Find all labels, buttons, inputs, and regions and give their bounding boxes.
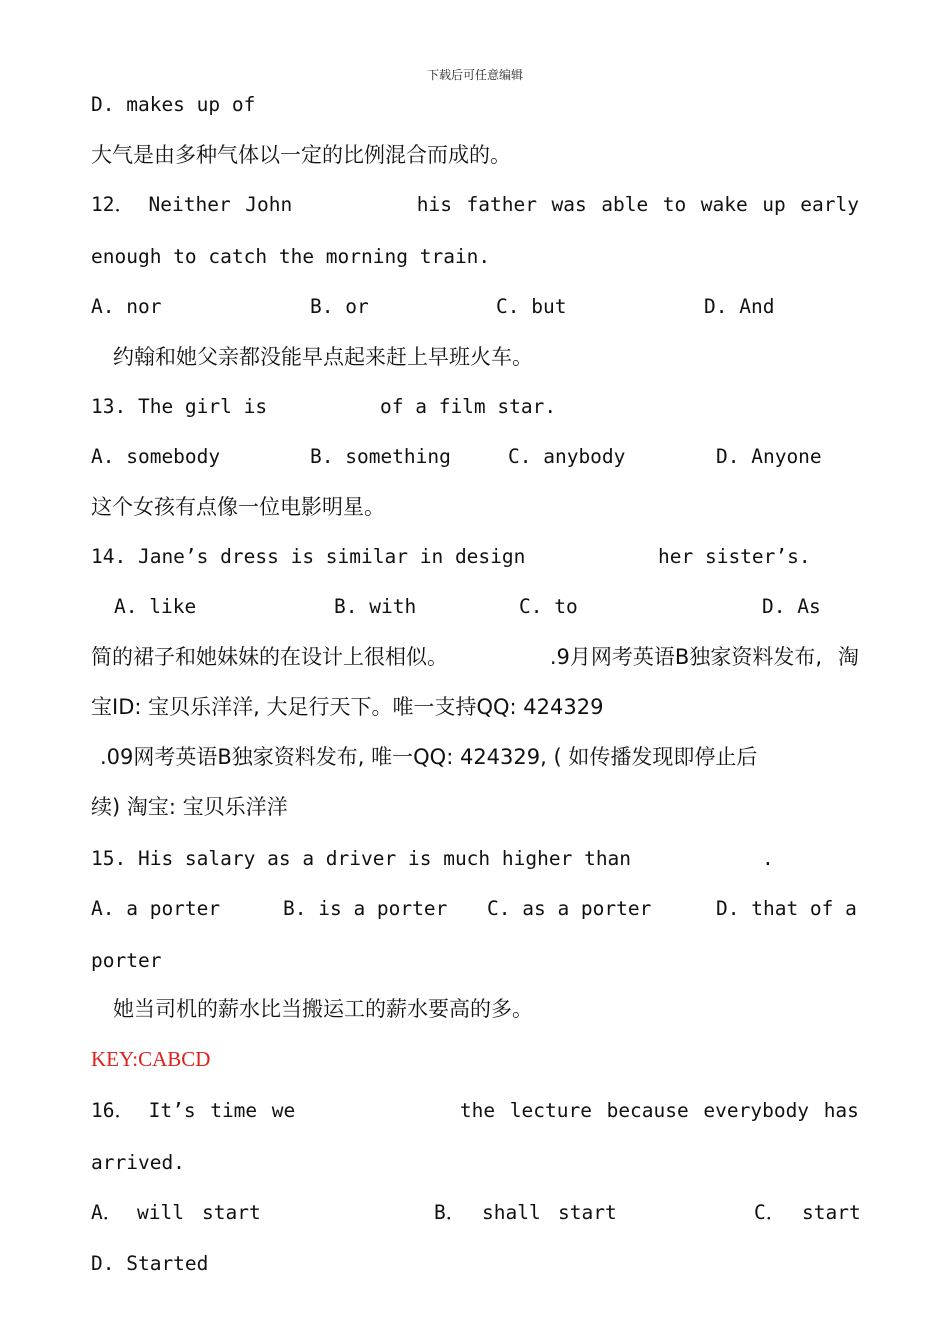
question-12-line-1 [91, 192, 859, 218]
text-span: 淘 [838, 645, 859, 669]
option-a: A. like [114, 595, 197, 618]
option-a: A. somebody [91, 445, 221, 468]
word: father [466, 193, 537, 216]
word: Neither [148, 193, 231, 216]
word: we [271, 1099, 296, 1122]
option-a-word: will [137, 1201, 184, 1224]
option-a: A. nor [91, 295, 162, 318]
word: because [606, 1099, 689, 1122]
word: time [210, 1099, 258, 1122]
word: John [245, 193, 293, 216]
question-14-part-1: 14. Jane’s dress is similar in design [91, 545, 526, 568]
option-a-word: start [202, 1201, 261, 1224]
option-d: D. that of a [716, 897, 857, 920]
word: to [662, 193, 687, 216]
option-d-line: D. makes up of [91, 93, 256, 116]
option-d: D. As [762, 595, 821, 618]
option-c-letter: C． [754, 1201, 786, 1224]
notice-line: .09网考英语B独家资料发布, 唯一QQ: 424329, ( 如传播发现即停止后 [100, 745, 758, 769]
text-span: 简的裙子和她妹妹的在设计上很相似。 [91, 645, 448, 669]
translation-line [91, 644, 859, 670]
option-c: C. anybody [508, 445, 626, 468]
question-15-part-1: 15. His salary as a driver is much higher than [91, 847, 632, 870]
question-12-line-2: enough to catch the morning train. [91, 245, 491, 268]
word: wake [700, 193, 748, 216]
option-b-word: shall [482, 1201, 541, 1224]
option-b: B. something [310, 445, 451, 468]
text-span: .9月网考英语B独家资料发布, [549, 645, 822, 669]
question-14-part-2: her sister’s. [658, 545, 811, 568]
option-b-letter: B． [434, 1201, 466, 1224]
translation-line: 约翰和她父亲都没能早点起来赶上早班火车。 [113, 345, 533, 369]
question-16-line-2: arrived. [91, 1151, 185, 1174]
word: lecture [509, 1099, 592, 1122]
word: everybody [703, 1099, 810, 1122]
word: 16． [91, 1099, 134, 1122]
word: able [601, 193, 649, 216]
option-c: C. as a porter [487, 897, 652, 920]
option-d-continued: porter [91, 949, 162, 972]
word: his [416, 193, 452, 216]
option-d: D. Started [91, 1252, 209, 1275]
word: the [459, 1099, 496, 1122]
word: early [800, 193, 859, 216]
option-b: B. with [334, 595, 417, 618]
question-16-line-1 [91, 1098, 859, 1124]
word: was [551, 193, 587, 216]
option-d: D. Anyone [716, 445, 822, 468]
question-13-part-2: of a film star. [380, 395, 557, 418]
question-13-part-1: 13. The girl is [91, 395, 268, 418]
notice-line: 续) 淘宝: 宝贝乐洋洋 [91, 795, 288, 819]
option-a-letter: A． [91, 1201, 123, 1224]
page-header: 下载后可任意编辑 [426, 68, 523, 82]
answer-key: KEY:CABCD [91, 1047, 211, 1071]
option-b-word: start [558, 1201, 617, 1224]
option-b: B. or [310, 295, 369, 318]
option-c-word: start [802, 1201, 861, 1224]
question-15-part-2: . [762, 847, 774, 870]
option-c: C. to [519, 595, 578, 618]
option-c: C. but [496, 295, 567, 318]
option-a: A. a porter [91, 897, 221, 920]
translation-line: 她当司机的薪水比当搬运工的薪水要高的多。 [113, 997, 533, 1021]
word: 12． [91, 193, 134, 216]
word: It’s [148, 1099, 196, 1122]
word: has [823, 1099, 859, 1122]
notice-line: 宝ID: 宝贝乐洋洋, 大足行天下。唯一支持QQ: 424329 [91, 695, 604, 719]
translation-line: 大气是由多种气体以一定的比例混合而成的。 [91, 143, 511, 167]
option-d: D. And [704, 295, 775, 318]
translation-line: 这个女孩有点像一位电影明星。 [91, 495, 385, 519]
word: up [762, 193, 786, 216]
option-b: B. is a porter [283, 897, 448, 920]
